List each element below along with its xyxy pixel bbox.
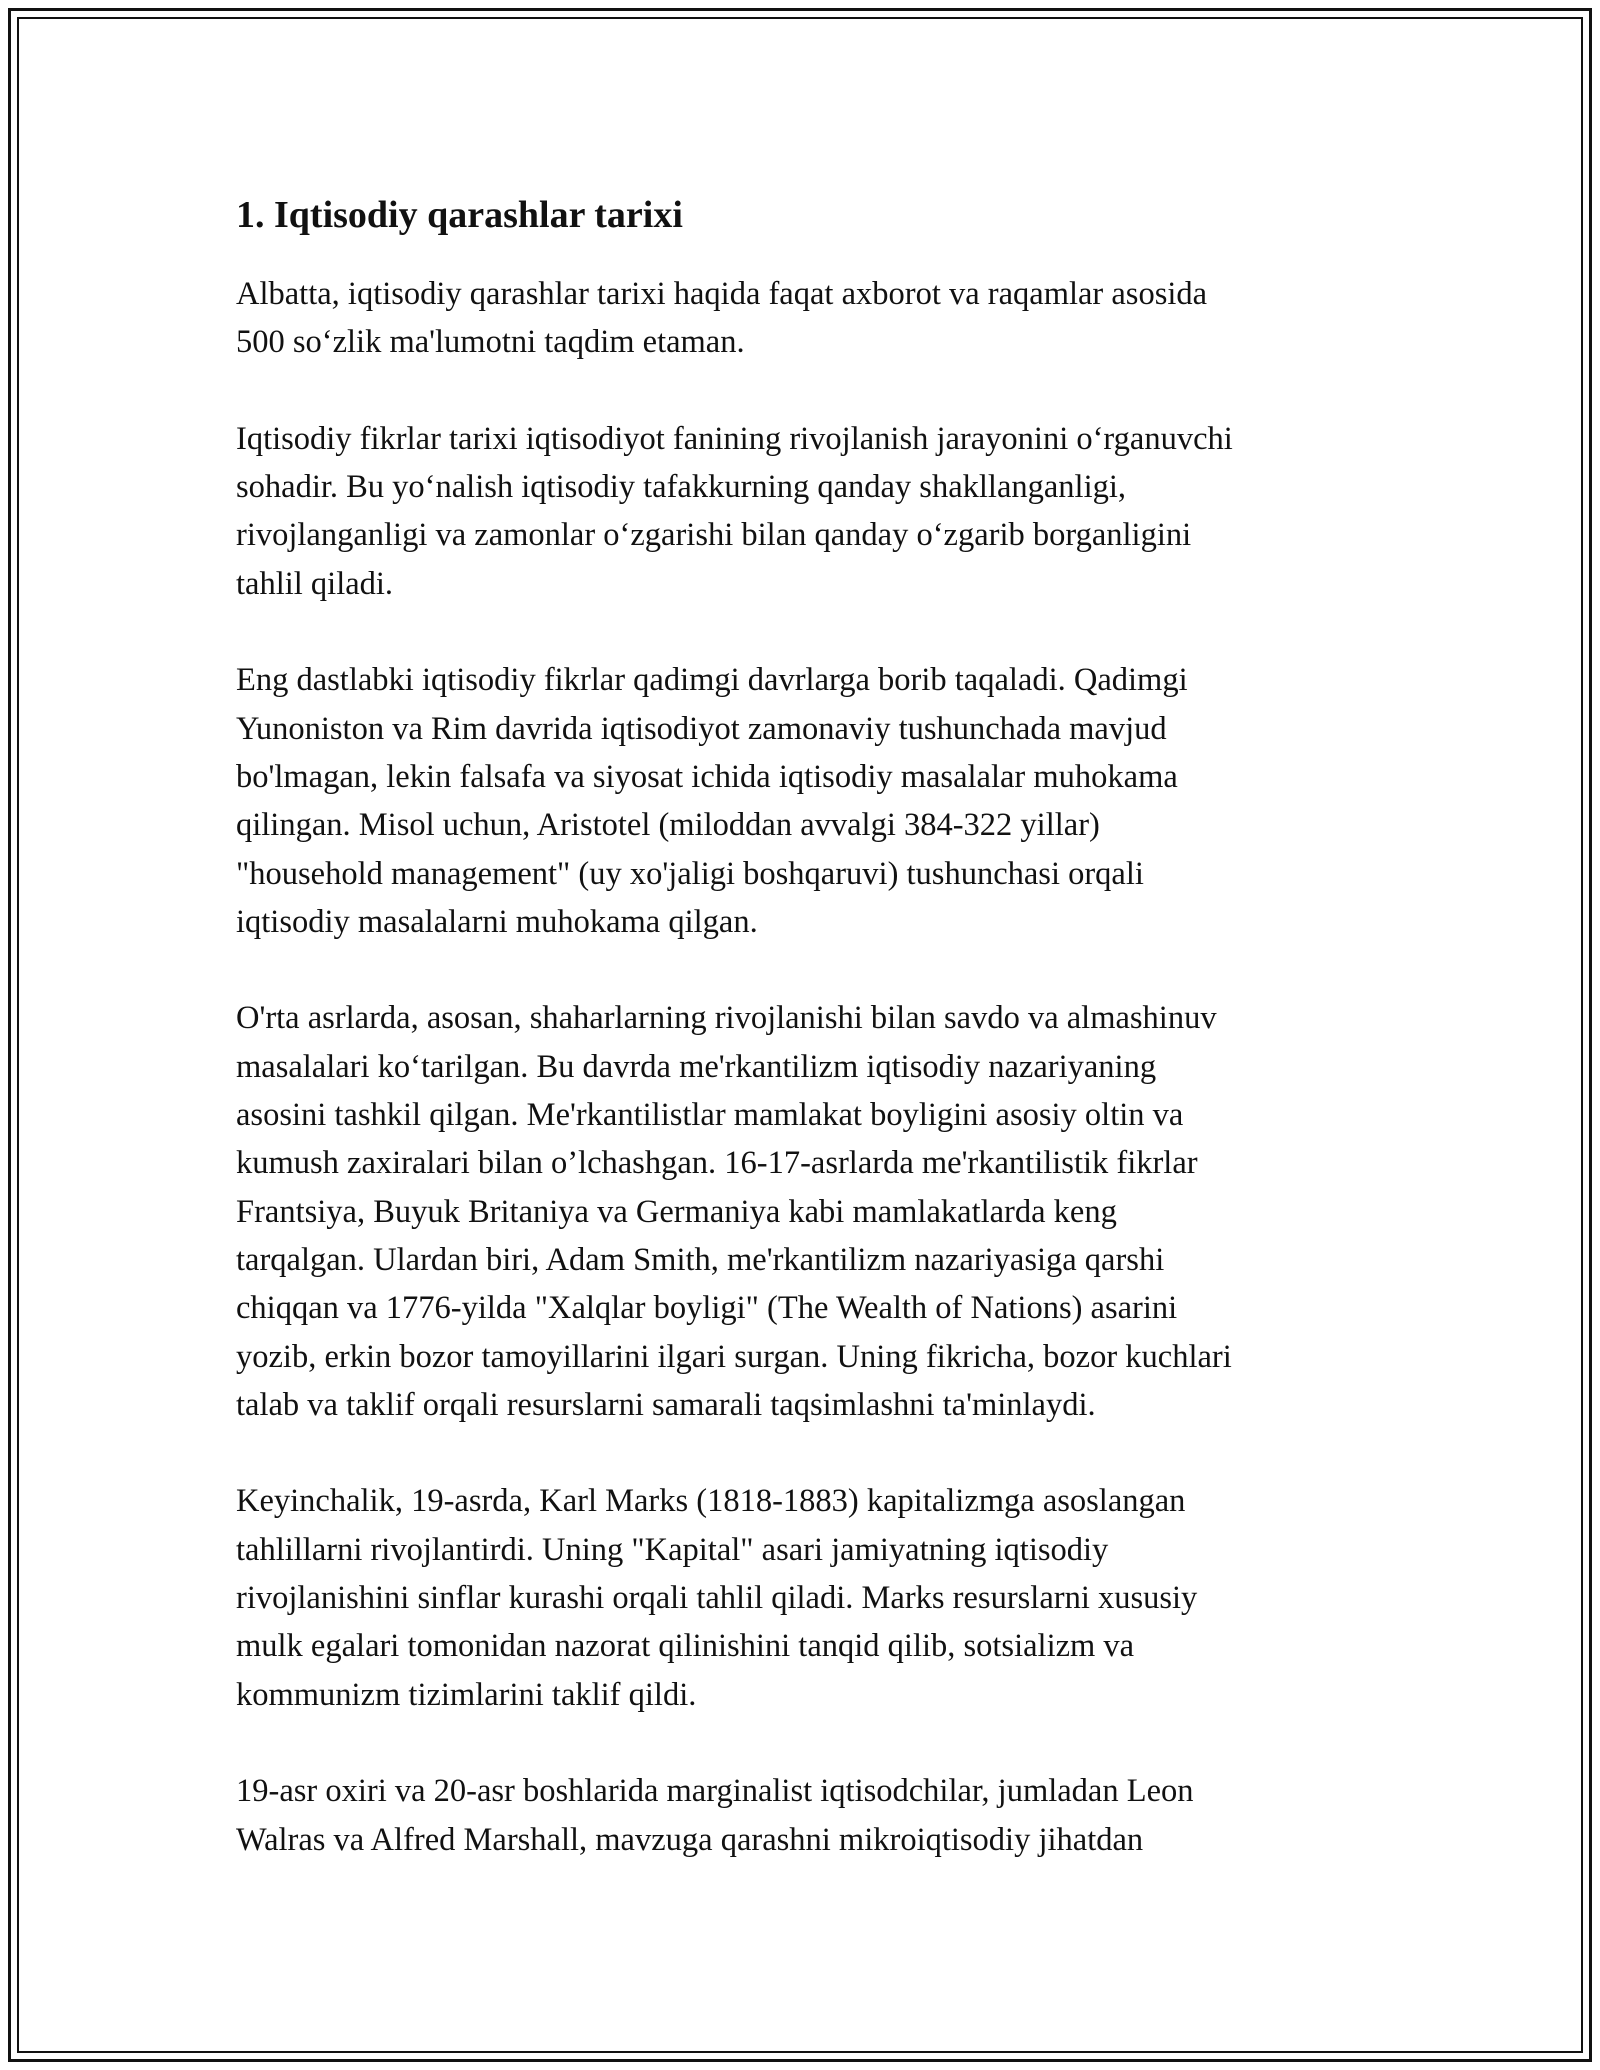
paragraph-marginalists: 19-asr oxiri va 20-asr boshlarida marginalist iqtisodchilar, jumladan Leon Walras va Alfred Marshall, mavzuga qarashni mikroiqtisodiy jihatdan [236,1773,1194,1858]
paragraph-marx: Keyinchalik, 19-asrda, Karl Marks (1818-1883) kapitalizmga asoslangan tahlillarni rivojlantirdi. Uning "Kapital" asari jamiyatning iqtisodiy rivojlanishini sinflar kurashi orqali tahlil qiladi. Marks resurslarni xususiy mulk egalari tomonidan nazorat qilinishini tanqid qilib, sotsializm va kommunizm tizimlarini taklif qildi. [236,1483,1198,1713]
paragraph-definition: Iqtisodiy fikrlar tarixi iqtisodiyot fanining rivojlanish jarayonini o‘rganuvchi sohadir. Bu yo‘nalish iqtisodiy tafakkurning qanday shakllanganligi, rivojlanganligi va zamonlar o‘zgarishi bilan qanday o‘zgarib borganligini tahlil qiladi. [236,420,1233,602]
document-body [236,186,1366,1912]
document-title: 1. Iqtisodiy qarashlar tarixi [236,194,683,236]
paragraph-ancient: Eng dastlabki iqtisodiy fikrlar qadimgi davrlarga borib taqaladi. Qadimgi Yunoniston va Rim davrida iqtisodiyot zamonaviy tushunchada mavjud bo'lmagan, lekin falsafa va siyosat ichida iqtisodiy masalalar muhokama qilingan. Misol uchun, Aristotel (miloddan avvalgi 384-322 yillar) "household management" (uy xo'jaligi boshqaruvi) tushunchasi orqali iqtisodiy masalalarni muhokama qilgan. [236,662,1188,940]
paragraph-middle-ages: O'rta asrlarda, asosan, shaharlarning rivojlanishi bilan savdo va almashinuv masalalari ko‘tarilgan. Bu davrda me'rkantilizm iqtisodiy nazariyaning asosini tashkil qilgan. Me'rkantilistlar mamlakat boyligini asosiy oltin va kumush zaxiralari bilan o’lchashgan. 16-17-asrlarda me'rkantilistik fikrlar Frantsiya, Buyuk Britaniya va Germaniya kabi mamlakatlarda keng tarqalgan. Ulardan biri, Adam Smith, me'rkantilizm nazariyasiga qarshi chiqqan va 1776-yilda "Xalqlar boyligi" (The Wealth of Nations) asarini yozib, erkin bozor tamoyillarini ilgari surgan. Uning fikricha, bozor kuchlari talab va taklif orqali resurslarni samarali taqsimlashni ta'minlaydi. [236,1000,1232,1423]
paragraph-intro: Albatta, iqtisodiy qarashlar tarixi haqida faqat axborot va raqamlar asosida 500 so‘zlik ma'lumotni taqdim etaman. [236,276,1208,361]
